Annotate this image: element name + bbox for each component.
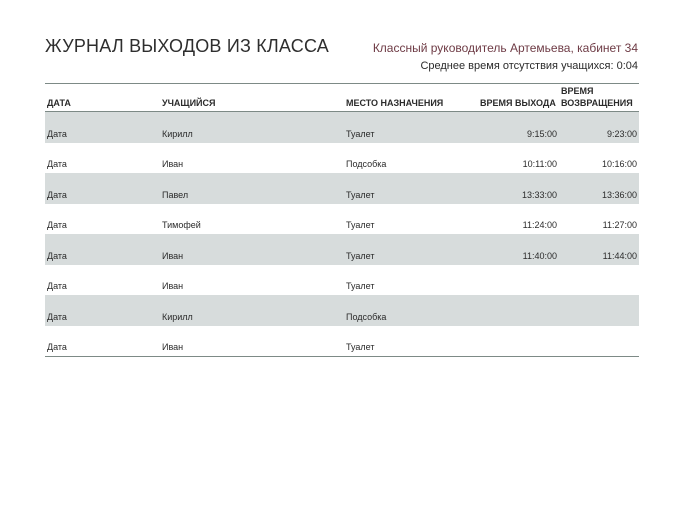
table-row[interactable]: [45, 326, 639, 357]
cell-destination[interactable]: Туалет: [346, 220, 375, 230]
average-absence-value: 0:04: [616, 60, 638, 72]
cell-date[interactable]: Дата: [45, 295, 160, 326]
cell-student[interactable]: Павел: [160, 173, 344, 204]
table-row[interactable]: [45, 234, 639, 265]
column-header-destination[interactable]: МЕСТО НАЗНАЧЕНИЯ: [344, 84, 478, 112]
cell-time-back[interactable]: 11:27:00: [602, 220, 637, 230]
cell-time-back[interactable]: 10:16:00: [601, 159, 637, 169]
table-row[interactable]: [45, 173, 639, 204]
cell-destination[interactable]: Подсобка: [346, 159, 387, 169]
cell-student[interactable]: Иван: [162, 281, 184, 291]
cell-date[interactable]: Дата: [47, 342, 67, 352]
table-row[interactable]: [45, 143, 639, 174]
cell-time-back[interactable]: 9:23:00: [559, 112, 639, 143]
cell-destination[interactable]: Подсобка: [344, 295, 478, 326]
cell-time-back[interactable]: [559, 326, 639, 357]
cell-date[interactable]: Дата: [47, 159, 67, 169]
cell-destination[interactable]: Туалет: [344, 234, 478, 265]
column-header-student[interactable]: УЧАЩИЙСЯ: [160, 84, 344, 112]
page-title: ЖУРНАЛ ВЫХОДОВ ИЗ КЛАССА: [45, 36, 329, 56]
cell-time-back[interactable]: [559, 265, 639, 296]
column-header-time-back-line2: ВОЗВРАЩЕНИЯ: [561, 98, 633, 108]
column-header-time-out[interactable]: ВРЕМЯ ВЫХОДА: [478, 84, 559, 112]
average-absence: [420, 60, 638, 72]
cell-student[interactable]: Иван: [162, 342, 184, 352]
cell-time-out[interactable]: 9:15:00: [478, 112, 559, 143]
cell-student[interactable]: Кирилл: [160, 295, 344, 326]
cell-time-out[interactable]: 11:40:00: [478, 234, 559, 265]
cell-date[interactable]: Дата: [45, 112, 160, 143]
cell-destination[interactable]: Туалет: [346, 342, 375, 352]
cell-time-out[interactable]: [478, 295, 559, 326]
column-header-time-back[interactable]: [559, 84, 639, 112]
cell-student[interactable]: Кирилл: [160, 112, 344, 143]
exit-log-table: [45, 83, 639, 357]
cell-student[interactable]: Тимофей: [162, 220, 201, 230]
cell-time-back[interactable]: 11:44:00: [559, 234, 639, 265]
cell-destination[interactable]: Туалет: [344, 173, 478, 204]
table-row[interactable]: [45, 295, 639, 326]
cell-time-back[interactable]: [559, 295, 639, 326]
cell-time-out[interactable]: 10:11:00: [522, 159, 557, 169]
cell-time-out[interactable]: [478, 265, 559, 296]
cell-date[interactable]: Дата: [47, 220, 67, 230]
table-body: [45, 112, 639, 357]
table-row[interactable]: [45, 265, 639, 296]
cell-time-out[interactable]: [478, 326, 559, 357]
table-header-row: [45, 84, 639, 112]
cell-time-out[interactable]: 11:24:00: [522, 220, 557, 230]
column-header-time-back-line1: ВРЕМЯ: [561, 86, 594, 96]
average-absence-label: Среднее время отсутствия учащихся:: [420, 60, 614, 72]
cell-time-out[interactable]: 13:33:00: [478, 173, 559, 204]
cell-student[interactable]: Иван: [162, 159, 184, 169]
cell-student[interactable]: Иван: [160, 234, 344, 265]
table-row[interactable]: [45, 112, 639, 143]
cell-time-back[interactable]: 13:36:00: [559, 173, 639, 204]
cell-destination[interactable]: Туалет: [346, 281, 375, 291]
cell-destination[interactable]: Туалет: [344, 112, 478, 143]
cell-date[interactable]: Дата: [45, 234, 160, 265]
cell-date[interactable]: Дата: [47, 281, 67, 291]
teacher-info: Классный руководитель Артемьева, кабинет 34: [372, 41, 638, 55]
cell-date[interactable]: Дата: [45, 173, 160, 204]
table-row[interactable]: [45, 204, 639, 235]
column-header-date[interactable]: ДАТА: [45, 84, 160, 112]
